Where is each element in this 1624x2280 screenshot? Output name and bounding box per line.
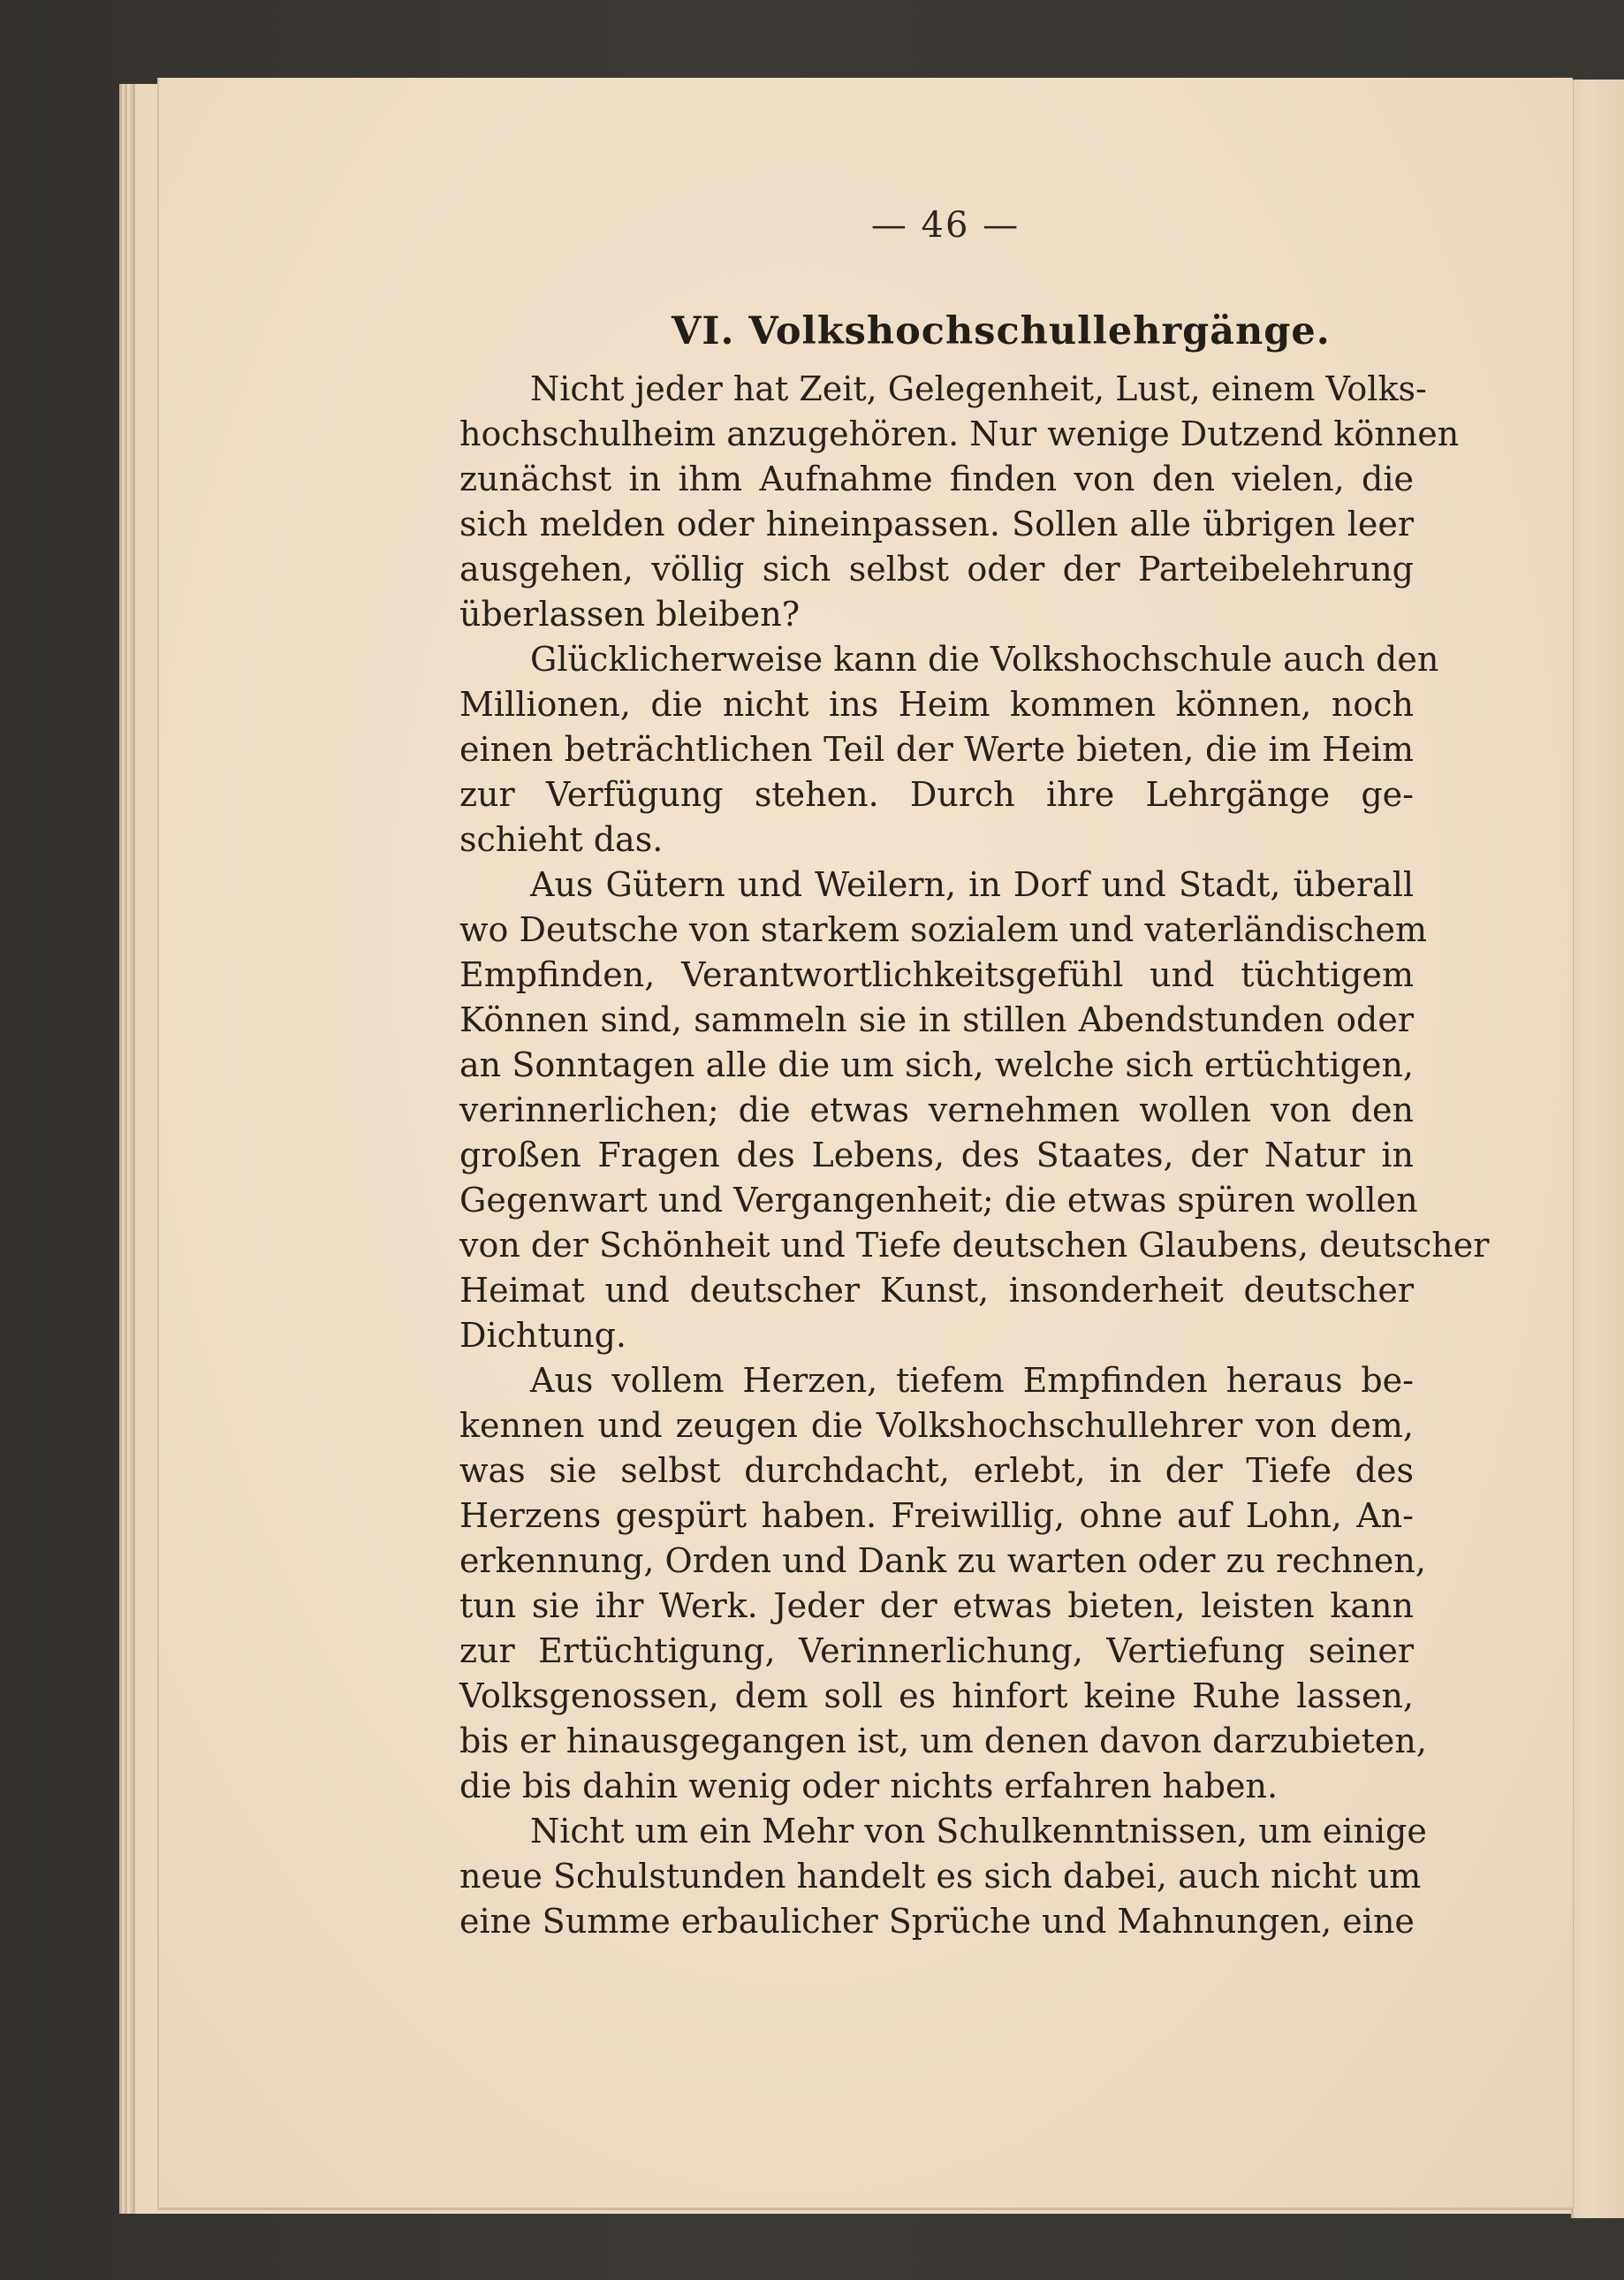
- text-line: Nicht um ein Mehr von Schulkenntnissen, um einige: [530, 1812, 1427, 1851]
- text-line: Volksgenossen, dem soll es hinfort keine Ruhe lassen,: [459, 1676, 1414, 1715]
- text-line: großen Fragen des Lebens, des Staates, der Natur in: [459, 1136, 1414, 1174]
- text-line: was sie selbst durchdacht, erlebt, in der Tiefe des: [459, 1451, 1414, 1490]
- text-line: Aus Gütern und Weilern, in Dorf und Stadt, überall: [530, 865, 1414, 904]
- text-line: zunächst in ihm Aufnahme finden von den vielen, die: [459, 460, 1414, 498]
- text-line: Empfinden, Verantwortlichkeitsgefühl und tüchtigem: [459, 955, 1414, 994]
- page-number: — 46 —: [870, 205, 1021, 246]
- text-line: sich melden oder hineinpassen. Sollen alle übrigen leer: [459, 505, 1414, 543]
- text-line: wo Deutsche von starkem sozialem und vaterländischem: [459, 910, 1428, 949]
- text-line: von der Schönheit und Tiefe deutschen Glaubens, deutscher: [459, 1226, 1490, 1265]
- text-line: neue Schulstunden handelt es sich dabei, auch nicht um: [459, 1857, 1422, 1896]
- facing-page-edge: [1571, 80, 1624, 2218]
- text-line: Millionen, die nicht ins Heim kommen können, noch: [459, 685, 1414, 724]
- section-heading: VI. Volkshochschullehrgänge.: [672, 309, 1331, 353]
- text-line: Nicht jeder hat Zeit, Gelegenheit, Lust, einem Volks-: [530, 369, 1427, 408]
- text-line: Heimat und deutscher Kunst, insonderheit deutscher: [459, 1271, 1414, 1310]
- text-line: schieht das.: [459, 820, 664, 859]
- text-line: eine Summe erbaulicher Sprüche und Mahnungen, eine: [459, 1902, 1415, 1941]
- text-line: an Sonntagen alle die um sich, welche sich ertüchtigen,: [459, 1045, 1414, 1084]
- text-line: Glücklicherweise kann die Volkshochschule auch den: [530, 640, 1439, 679]
- text-line: zur Verfügung stehen. Durch ihre Lehrgänge ge-: [459, 775, 1414, 814]
- text-line: einen beträchtlichen Teil der Werte bieten, die im Heim: [459, 730, 1414, 769]
- text-line: Herzens gespürt haben. Freiwillig, ohne auf Lohn, An-: [459, 1496, 1414, 1535]
- text-line: die bis dahin wenig oder nichts erfahren haben.: [459, 1767, 1279, 1805]
- text-line: ausgehen, völlig sich selbst oder der Parteibelehrung: [459, 550, 1414, 589]
- text-line: Dichtung.: [459, 1316, 626, 1355]
- text-line: Gegenwart und Vergangenheit; die etwas spüren wollen: [459, 1181, 1418, 1220]
- text-line: bis er hinausgegangen ist, um denen davon darzubieten,: [459, 1721, 1427, 1760]
- text-line: verinnerlichen; die etwas vernehmen wollen von den: [459, 1091, 1414, 1129]
- text-line: erkennung, Orden und Dank zu warten oder zu rechnen,: [459, 1541, 1426, 1580]
- text-line: überlassen bleiben?: [459, 595, 801, 634]
- text-line: Aus vollem Herzen, tiefem Empfinden heraus be-: [530, 1361, 1414, 1400]
- text-line: tun sie ihr Werk. Jeder der etwas bieten, leisten kann: [459, 1586, 1414, 1625]
- text-line: hochschulheim anzugehören. Nur wenige Dutzend können: [459, 414, 1460, 453]
- text-line: zur Ertüchtigung, Verinnerlichung, Vertiefung seiner: [459, 1631, 1414, 1670]
- text-line: Können sind, sammeln sie in stillen Abendstunden oder: [459, 1000, 1414, 1039]
- text-line: kennen und zeugen die Volkshochschullehrer von dem,: [459, 1406, 1414, 1445]
- body-text: [459, 367, 1490, 1944]
